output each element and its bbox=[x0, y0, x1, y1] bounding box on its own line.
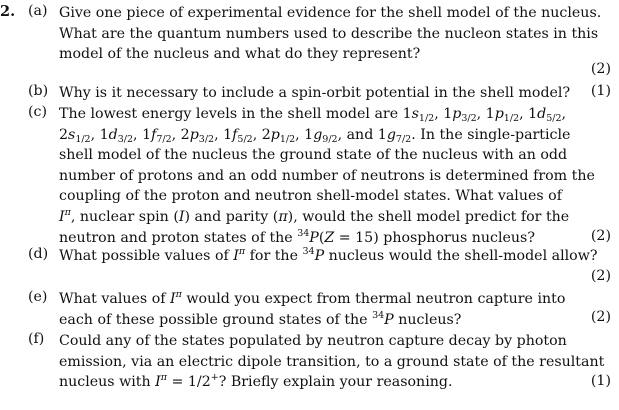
text-line: shell model of the nucleus the ground state of the nucleus with an odd bbox=[59, 147, 568, 164]
part-text bbox=[59, 246, 598, 267]
part-a bbox=[28, 3, 602, 65]
text-line: $2s_{1/2}$, $1d_{3/2}$, $1f_{7/2}$, $2p_{3/2}$, $1f_{5/2}$, $2p_{1/2}$, $1g_{9/2}$, and $1g_{7/2}$. In the single-particle bbox=[59, 126, 571, 145]
text-line: neutron and proton states of the $^{34}$P(Z = 15) phosphorus nucleus? bbox=[59, 227, 535, 246]
marks: (2) bbox=[590, 228, 611, 244]
part-d bbox=[28, 246, 598, 267]
text-line: number of protons and an odd number of neutrons is determined from the bbox=[59, 167, 595, 184]
marks: (2) bbox=[590, 309, 611, 325]
text-line: Give one piece of experimental evidence for the shell model of the nucleus. bbox=[59, 5, 602, 21]
text-line: Could any of the states populated by neutron capture decay by photon bbox=[59, 333, 567, 349]
part-label: (d) bbox=[28, 246, 49, 262]
part-text bbox=[59, 3, 602, 65]
marks: (1) bbox=[590, 83, 611, 99]
part-text bbox=[59, 331, 605, 393]
text-line: nucleus with $I^\pi = 1/2^+$? Briefly explain your reasoning. bbox=[59, 372, 453, 391]
question-number: 2. bbox=[0, 3, 16, 20]
part-label: (c) bbox=[28, 104, 48, 120]
marks: (2) bbox=[590, 268, 611, 284]
part-f bbox=[28, 331, 605, 393]
part-label: (b) bbox=[28, 83, 49, 99]
text-line: What values of $I^\pi$ would you expect from thermal neutron capture into bbox=[59, 289, 566, 307]
part-e bbox=[28, 289, 573, 331]
text-line: coupling of the proton and neutron shell-model states. What values of bbox=[59, 188, 562, 205]
part-b bbox=[28, 83, 573, 104]
part-label: (e) bbox=[28, 289, 48, 305]
part-label: (a) bbox=[28, 3, 48, 19]
text-line: model of the nucleus and what do they represent? bbox=[59, 46, 421, 63]
text-line: What possible values of $I^\pi$ for the $^{34}$P nucleus would the shell-model allow? bbox=[59, 246, 598, 264]
text-line: The lowest energy levels in the shell model are $1s_{1/2}$, $1p_{3/2}$, $1p_{1/2}$, $1d_{5/2}$, bbox=[59, 106, 567, 124]
marks: (1) bbox=[590, 373, 611, 389]
text-line: Why is it necessary to include a spin-orbit potential in the shell model? bbox=[59, 85, 571, 101]
text-line: What are the quantum numbers used to describe the nucleon states in this bbox=[59, 25, 599, 42]
text-line: emission, via an electric dipole transition, to a ground state of the resultant bbox=[59, 353, 605, 370]
text-line: $I^\pi$, nuclear spin (I) and parity (π), would the shell model predict for the bbox=[59, 206, 570, 225]
part-text bbox=[59, 83, 573, 104]
part-c bbox=[28, 104, 595, 250]
part-text bbox=[59, 289, 573, 330]
marks: (2) bbox=[590, 61, 611, 77]
part-label: (f) bbox=[28, 331, 45, 347]
part-text bbox=[59, 104, 595, 248]
text-line: each of these possible ground states of the $^{34}$P nucleus? bbox=[59, 309, 462, 328]
